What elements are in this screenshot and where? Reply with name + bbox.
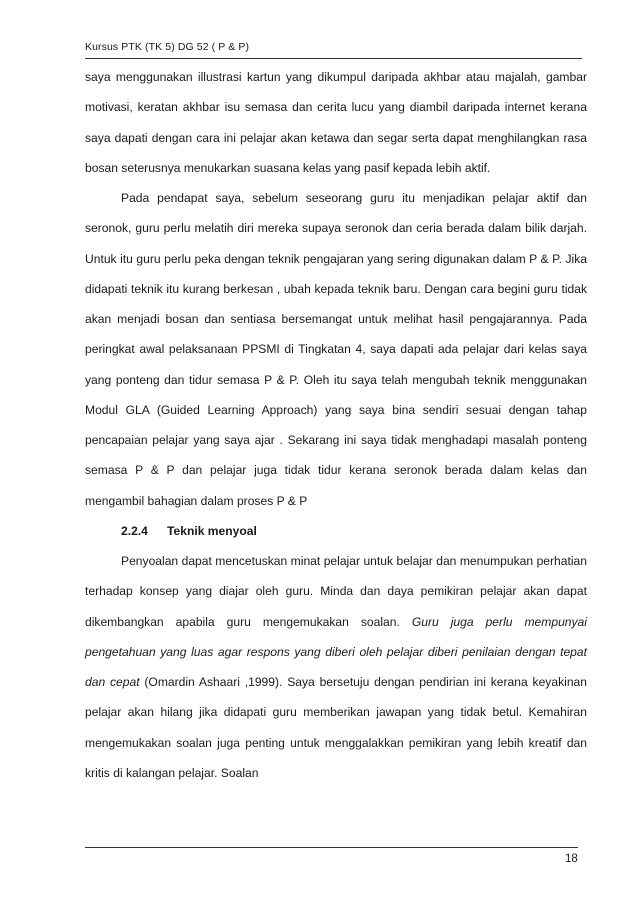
paragraph-3-italic-quote: Guru juga perlu mempunyai pengetahuan yang luas agar respons yang diberi oleh pelajar diberi penilaian dengan tepat dan cepat (85, 614, 587, 689)
paragraph-1: saya menggunakan illustrasi kartun yang dikumpul daripada akhbar atau majalah, gambar motivasi, keratan akhbar isu semasa dan cerita lucu yang diambil daripada internet kerana saya dapati dengan cara ini pelajar akan ketawa dan segar serta dapat menghilangkan rasa bosan seterusnya menukarkan suasana kelas yang pasif kepada lebih aktif. (85, 70, 587, 175)
section-title: Teknik menyoal (167, 523, 257, 538)
footer-rule (85, 847, 578, 848)
section-heading (85, 516, 587, 546)
page-number: 18 (565, 853, 578, 865)
header-rule (85, 58, 582, 59)
paragraph-3-end: (Omardin Ashaari ,1999). Saya bersetuju dengan pendirian ini kerana keyakinan pelajar akan hilang jika didapati guru memberikan jawapan yang tidak betul. Kemahiran mengemukakan soalan juga penting untuk menggalakkan pemikiran yang lebih kreatif dan kritis di kalangan pelajar. Soalan (85, 675, 587, 780)
section-number: 2.2.4 (121, 523, 148, 538)
paragraph-2: Pada pendapat saya, sebelum seseorang guru itu menjadikan pelajar aktif dan seronok, guru perlu melatih diri mereka supaya seronok dan ceria berada dalam bilik darjah. Untuk itu guru perlu peka dengan teknik pengajaran yang sering digunakan dalam P & P. Jika didapati teknik itu kurang berkesan , ubah kepada teknik baru. Dengan cara begini guru tidak akan menjadi bosan dan sentiasa bersemangat untuk melihat hasil pengajarannya. Pada peringkat awal pelaksanaan PPSMI di Tingkatan 4, saya dapati ada pelajar dari kelas saya yang ponteng dan tidur semasa P & P. Oleh itu saya telah mengubah teknik menggunakan Modul GLA (Guided Learning Approach) yang saya bina sendiri sesuai dengan tahap pencapaian pelajar yang saya ajar . Sekarang ini saya tidak menghadapi masalah ponteng semasa P & P dan pelajar juga tidak tidur kerana seronok berada dalam kelas dan mengambil bahagian dalam proses P & P (85, 191, 587, 508)
page-body (85, 62, 587, 788)
paragraph-3-start: Penyoalan dapat mencetuskan minat pelajar untuk belajar dan menumpukan perhatian terhadap konsep yang diajar oleh guru. Minda dan daya pemikiran pelajar akan dapat dikembangkan apabila guru mengemukakan soalan. (85, 554, 587, 629)
paragraph-3 (85, 546, 587, 788)
running-header: Kursus PTK (TK 5) DG 52 ( P & P) (85, 41, 250, 53)
